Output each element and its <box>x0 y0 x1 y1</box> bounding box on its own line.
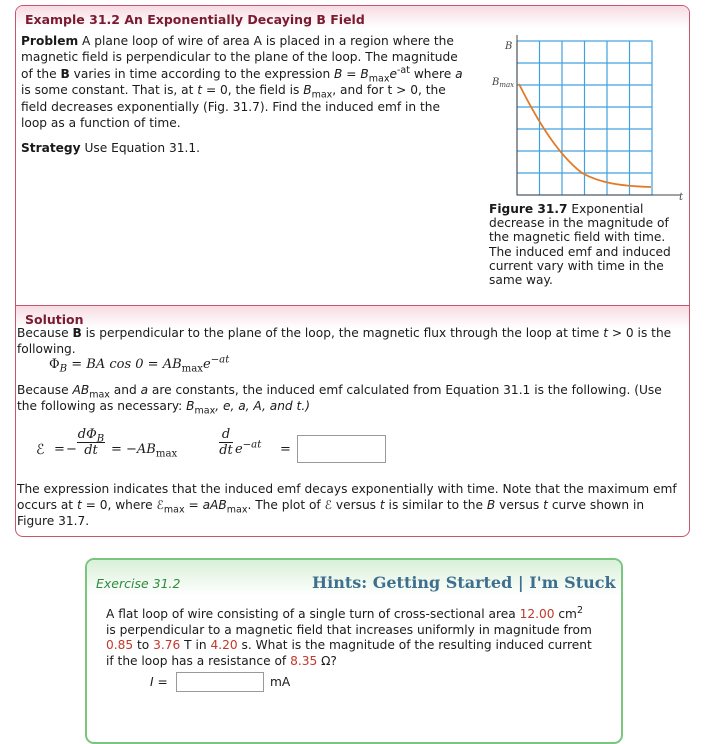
expr-max: max <box>368 73 390 85</box>
t-var: t <box>197 83 203 98</box>
sol-p3-e: versus <box>332 497 380 512</box>
eq2-fraction <box>77 427 105 458</box>
sol-p3-b-var: B <box>486 497 496 512</box>
problem-text-4: is some constant. That is, at <box>21 83 198 98</box>
ex-t3: is perpendicular to a magnetic field that increases uniformly in magnitude from <box>106 622 592 637</box>
eq2-mid-text: = −AB <box>111 442 156 457</box>
problem-text-5: = 0, the field is <box>202 83 304 98</box>
sol-p2-a-var: a <box>140 383 149 397</box>
eq2-num-text: dΦ <box>77 427 97 442</box>
y-axis-label: B <box>505 41 513 52</box>
bmax-label-sub: max <box>499 81 515 89</box>
bmax-b: B <box>303 83 312 98</box>
eq1-sub: B <box>59 363 68 375</box>
sol-p2-vars: B <box>186 398 195 413</box>
problem-label: Problem <box>21 34 79 48</box>
ex-b2: 3.76 <box>153 638 181 652</box>
sol-p3-max: max <box>163 504 185 516</box>
sol-p2-vars-sub: max <box>194 405 216 417</box>
current-answer-input[interactable] <box>176 672 264 692</box>
sol-p3-t: t <box>76 497 82 512</box>
strategy-label: Strategy <box>21 141 81 155</box>
problem-text <box>21 33 463 131</box>
sol-p2-max: max <box>89 389 110 401</box>
sol-p1-bold: B <box>72 326 82 340</box>
problem-text-1: A plane loop of wire of area A is placed in a region where the magnetic field is perpendicular to the plane of the loop. The magnitude of the <box>21 34 458 81</box>
figure-caption-label: Figure 31.7 <box>489 202 568 216</box>
eq1-lhs: Φ <box>49 357 60 372</box>
eq2-dden: dt <box>219 443 233 458</box>
sol-p3-c: = <box>184 497 203 512</box>
sol-p3-emf2: ℰ <box>324 497 332 512</box>
eq2-exp: −at <box>242 439 262 451</box>
ex-t2-sup: 2 <box>576 604 583 616</box>
sol-p3-b: = 0, where <box>81 497 157 512</box>
example-box <box>15 5 690 537</box>
sol-p3-g: versus <box>495 497 544 512</box>
eq2-den: dt <box>84 443 98 458</box>
sol-p3-emf: ℰ <box>156 497 164 512</box>
ex-b1: 0.85 <box>106 638 134 652</box>
sol-p3-h: curve shown in Figure 31.7. <box>17 497 645 528</box>
x-axis-label: t <box>679 192 684 201</box>
expr-eq: = <box>342 66 361 81</box>
solution-paragraph-2 <box>17 383 677 415</box>
eq2-eq: = <box>54 442 65 457</box>
problem-text-6: , and for t > 0, the field decreases exponentially (Fig. 31.7). Find the induced emf in the loop as a function of time. <box>21 83 446 131</box>
ex-res: 8.35 <box>290 653 318 668</box>
eq1-max: max <box>181 363 203 375</box>
solution-paragraph-1 <box>17 326 677 358</box>
sol-p3-a: The expression indicates that the induced emf decays exponentially with time. Note that the maximum emf occurs at <box>17 482 677 512</box>
expr-bsym: B <box>360 66 369 81</box>
sol-p3-f: is similar to the <box>384 497 487 512</box>
bmax-label <box>491 77 514 89</box>
eq2-end: = <box>280 442 291 457</box>
ex-t1: A flat loop of wire consisting of a single turn of cross-sectional area <box>106 607 520 621</box>
strategy-text <box>21 141 200 155</box>
problem-text-3: where <box>409 66 456 81</box>
exercise-text <box>106 604 596 669</box>
figure-caption-text: Exponential decrease in the magnitude of the magnetic field with time. The induced emf and induced current vary with time in the same way. <box>489 202 671 288</box>
problem-text-2: varies in time according to the expression <box>69 66 335 81</box>
eq2-e: e <box>235 442 243 457</box>
unit-label: mA <box>270 675 291 689</box>
current-label: I = <box>150 675 168 689</box>
exercise-box <box>85 558 623 744</box>
strategy-body: Use Equation 31.1. <box>80 141 200 155</box>
sol-p2-ab: AB <box>72 383 90 397</box>
solution-title: Solution <box>25 312 84 327</box>
sol-p3-aab: aAB <box>202 497 227 512</box>
b-field-bold: B <box>60 66 70 81</box>
sol-p1-t: t <box>603 326 608 340</box>
figure-caption <box>489 202 674 287</box>
eq2-max: max <box>155 448 178 460</box>
eq2-exp-term <box>235 439 262 457</box>
emf-answer-input[interactable] <box>297 435 386 463</box>
eq2-minus: − <box>66 442 77 457</box>
eq1-exp: −at <box>210 354 230 366</box>
sol-p3-t2: t <box>379 497 385 512</box>
sol-p2-b: and <box>109 383 141 397</box>
ex-t7: Ω? <box>317 653 337 668</box>
sol-p3-d: . The plot of <box>247 497 325 512</box>
ex-t5: T in <box>180 638 211 652</box>
hints-link[interactable]: Hints: Getting Started | I'm Stuck <box>312 573 616 592</box>
sol-p2-rest: , e, a, A, and t.) <box>215 398 310 413</box>
eq1-rhs: = BA cos 0 = AB <box>67 357 182 372</box>
expr-b: B <box>334 66 343 81</box>
eq2-dnum: d <box>219 427 233 443</box>
example-title: Example 31.2 An Exponentially Decaying B Field <box>25 12 365 27</box>
exercise-title: Exercise 31.2 <box>96 576 181 591</box>
flux-equation <box>49 354 230 375</box>
sol-p2-a: Because <box>17 383 73 397</box>
emf-equation <box>36 425 396 469</box>
ex-time: 4.20 <box>210 638 238 652</box>
eq2-num-sub: B <box>96 433 105 445</box>
ex-t2: cm <box>554 607 577 621</box>
sol-p1-a: Because <box>17 326 73 340</box>
sol-p3-max2: max <box>226 504 248 516</box>
sol-p1-b: is perpendicular to the plane of the loop, the magnetic flux through the loop at time <box>81 326 604 340</box>
bmax-label-b: B <box>492 77 500 88</box>
bmax-sub: max <box>311 89 333 101</box>
eq2-mid <box>111 442 178 460</box>
sol-p2-c: are constants, the induced emf calculated from Equation 31.1 is the following. (Use the following as necessary: <box>17 383 662 413</box>
solution-paragraph-3 <box>17 482 682 529</box>
ex-t4: to <box>133 638 154 652</box>
figure-31-7-plot <box>490 31 686 201</box>
eq2-deriv <box>219 427 233 458</box>
ex-area: 12.00 <box>519 607 555 621</box>
sol-p3-t3: t <box>543 497 548 512</box>
a-var: a <box>455 66 463 81</box>
expr-exp: -at <box>396 64 410 76</box>
eq2-num <box>77 427 105 443</box>
ex-t6: s. What is the magnitude of the resulting induced current if the loop has a resistance of <box>106 638 592 668</box>
solution-header-bar <box>16 306 689 328</box>
eq2-emf: ℰ <box>36 442 45 458</box>
expr-e: e <box>389 66 397 81</box>
sol-p1-c: > 0 is the following. <box>17 326 672 356</box>
eq1-e: e <box>203 357 211 372</box>
